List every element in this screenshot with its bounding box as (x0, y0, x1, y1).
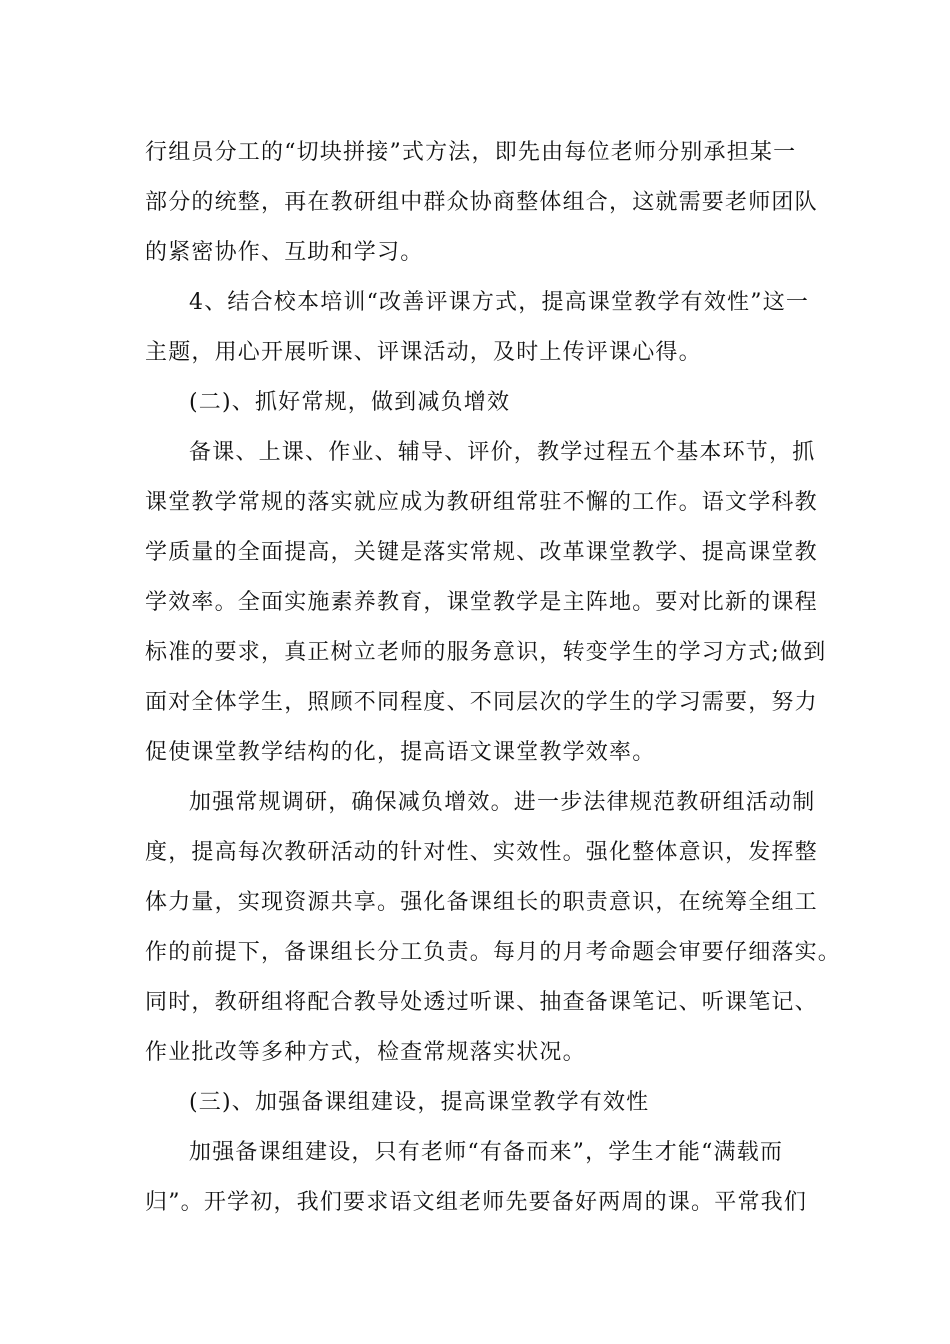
text-line: 同时，教研组将配合教导处透过听课、抽查备课笔记、听课笔记、 (145, 990, 818, 1015)
text-line: 行组员分工的“切块拼接”式方法，即先由每位老师分别承担某一 (145, 140, 797, 165)
text-line: 的紧密协作、互助和学习。 (145, 240, 424, 265)
paragraph-start-line: 备课、上课、作业、辅导、评价，教学过程五个基本环节，抓 (189, 440, 816, 465)
section-heading: (三)、加强备课组建设，提高课堂教学有效性 (189, 1090, 650, 1115)
text-line: 课堂教学常规的落实就应成为教研组常驻不懈的工作。语文学科教 (145, 490, 818, 515)
paragraph-start-line: 4、结合校本培训“改善评课方式，提高课堂教学有效性”这一 (189, 290, 810, 315)
text-line: 作的前提下，备课组长分工负责。每月的月考命题会审要仔细落实。 (145, 940, 842, 965)
text-line: 标准的要求，真正树立老师的服务意识，转变学生的学习方式;做到 (145, 640, 827, 665)
text-line: 体力量，实现资源共享。强化备课组长的职责意识，在统筹全组工 (145, 890, 818, 915)
text-line: 主题，用心开展听课、评课活动，及时上传评课心得。 (145, 340, 702, 365)
text-line: 促使课堂教学结构的化，提高语文课堂教学效率。 (145, 740, 656, 765)
paragraph-start-line: 加强备课组建设，只有老师“有备而来”，学生才能“满载而 (189, 1140, 784, 1165)
section-heading: (二)、抓好常规，做到减负增效 (189, 390, 511, 415)
paragraph-start-line: 加强常规调研，确保减负增效。进一步法律规范教研组活动制 (189, 790, 816, 815)
text-line: 度，提高每次教研活动的针对性、实效性。强化整体意识，发挥整 (145, 840, 818, 865)
text-line: 作业批改等多种方式，检查常规落实状况。 (145, 1040, 586, 1065)
text-line: 归”。开学初，我们要求语文组老师先要备好两周的课。平常我们 (145, 1190, 808, 1215)
body-text (145, 128, 842, 1228)
text-line: 学质量的全面提高，关键是落实常规、改革课堂教学、提高课堂教 (145, 540, 818, 565)
text-line: 面对全体学生，照顾不同程度、不同层次的学生的学习需要，努力 (145, 690, 818, 715)
text-line: 学效率。全面实施素养教育，课堂教学是主阵地。要对比新的课程 (145, 590, 818, 615)
text-line: 部分的统整，再在教研组中群众协商整体组合，这就需要老师团队 (145, 190, 818, 215)
